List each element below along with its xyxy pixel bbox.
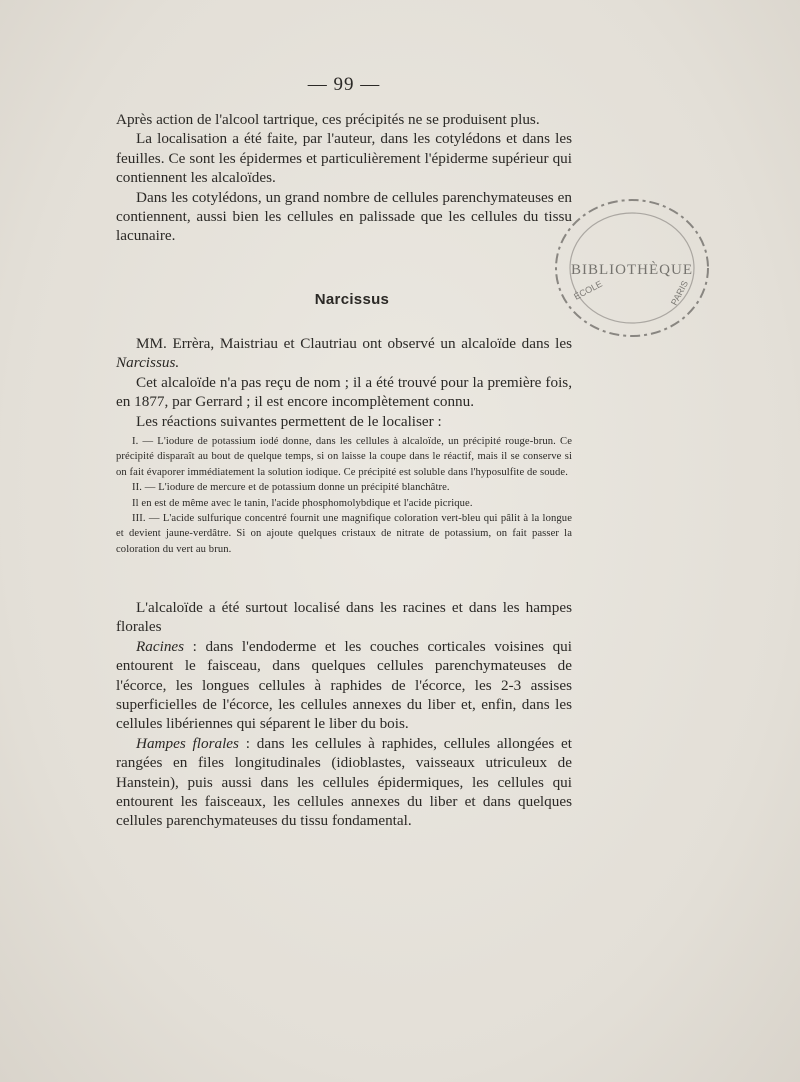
intro-block: [116, 110, 572, 246]
intro-paragraph-3: Dans les cotylédons, un grand nombre de cellules parenchymateuses en contiennent, aussi bien les cellules en palissade que les cellules du tissu lacunaire.: [116, 188, 572, 245]
narcissus-paragraph-3: Les réactions suivantes permettent de le localiser :: [136, 412, 442, 430]
section-title: Narcissus: [314, 291, 390, 308]
library-stamp: [548, 188, 716, 352]
hampes-paragraph: [116, 734, 572, 831]
note-1: I. — L'iodure de potassium iodé donne, dans les cellules à alcaloïde, un précipité rouge-brun. Ce précipité disparaît au bout de quelque temps, si on laisse la coupe dans le réactif, mais il se conserve si on fait évaporer immédiatement la solution iodique. Ce précipité est soluble dans l'hyposulfite de soude.: [116, 436, 572, 478]
stamp-center-text: BIBLIOTHÈQUE: [571, 262, 693, 278]
note-2: II. — L'iodure de mercure et de potassium donne un précipité blanchâtre.: [132, 482, 450, 494]
narcissus-genus-name: Narcissus.: [116, 354, 180, 372]
narcissus-block: [116, 334, 572, 431]
hampes-label: Hampes florales: [136, 734, 239, 752]
page-number: — 99 —: [307, 74, 381, 95]
narcissus-paragraph-1: [116, 334, 572, 373]
localisation-block: [116, 598, 572, 831]
intro-paragraph-1: Après action de l'alcool tartrique, ces précipités ne se produisent plus.: [116, 111, 540, 128]
narcissus-paragraph-2: Cet alcaloïde n'a pas reçu de nom ; il a été trouvé pour la première fois, en 1877, par Gerrard ; il est encore incomplètement connu.: [116, 373, 572, 411]
stamp-left-text: ÉCOLE: [572, 278, 604, 302]
intro-paragraph-2: La localisation a été faite, par l'auteur, dans les cotylédons et dans les feuilles. Ce sont les épidermes et particulièrement l'épiderme supérieur qui contiennent les alcaloïdes.: [116, 130, 572, 187]
notes-block: [116, 434, 572, 557]
narcissus-paragraph-1-text: MM. Errèra, Maistriau et Clautriau ont observé un alcaloïde dans les: [136, 335, 572, 352]
localisation-paragraph-1: L'alcaloïde a été surtout localisé dans les racines et dans les hampes florales: [116, 599, 572, 636]
stamp-right-text: PARIS: [668, 278, 691, 307]
hampes-text: : dans les cellules à raphides, cellules allongées et rangées en files longitudinales (idioblastes, vaisseaux utriculeux de Hanstein), puis aussi dans les cellules épidermiques, les cellules qui entourent les faisceaux, les cellules annexes du liber et dans quelques cellules parenchymateuses du tissu fondamental.: [116, 734, 572, 830]
racines-label: Racines: [136, 637, 185, 655]
racines-text: : dans l'endoderme et les couches corticales voisines qui entourent le faisceau, dans quelques cellules parenchymateuses de l'écorce, les longues cellules à raphides de l'écorce, les 2-3 assises superficielles de l'écorce, les cellules annexes du liber et, enfin, dans les cellules libériennes qui séparent le liber du bois.: [116, 637, 572, 733]
racines-paragraph: [116, 637, 572, 734]
note-3: Il en est de même avec le tanin, l'acide phosphomolybdique et l'acide picrique.: [132, 497, 473, 509]
note-4: III. — L'acide sulfurique concentré fournit une magnifique coloration vert-bleu qui pâlit à la longue et devient jaune-verdâtre. Si on ajoute quelques cristaux de nitrate de potassium, on fait passer la coloration du vert au brun.: [116, 513, 572, 555]
